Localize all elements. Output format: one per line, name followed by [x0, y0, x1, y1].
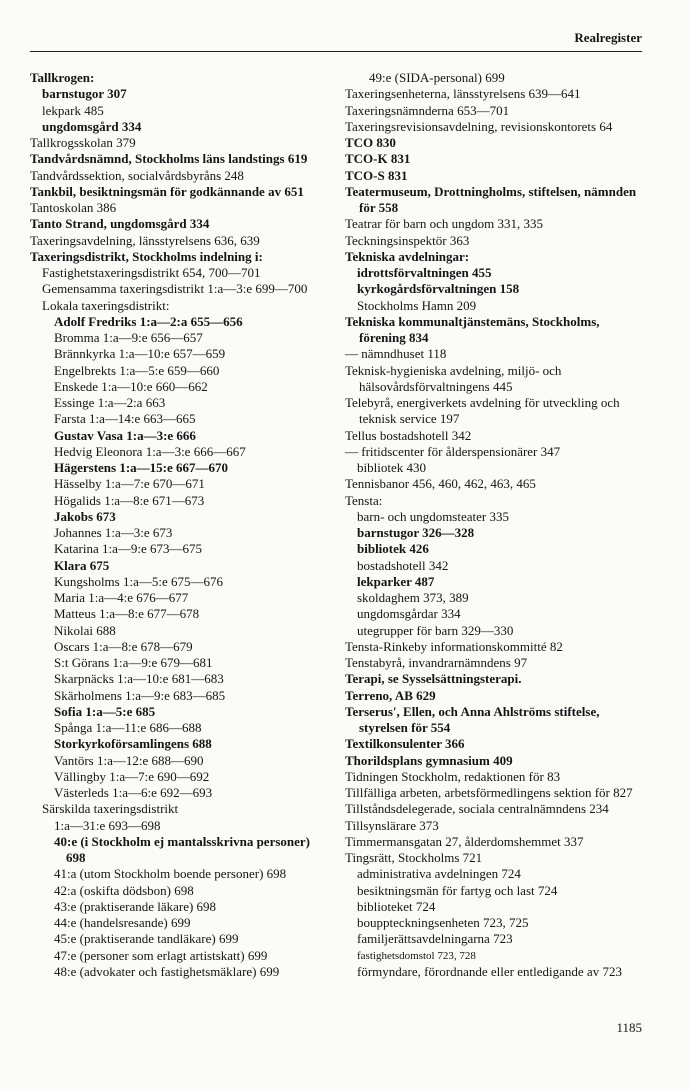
index-entry: besiktningsmän för fartyg och last 724: [357, 882, 558, 898]
index-entry: Enskede 1:a—10:e 660—662: [54, 378, 208, 394]
index-entry: Tekniska avdelningar:: [345, 248, 470, 264]
index-entry: idrottsförvaltningen 455: [357, 265, 492, 280]
index-entry: kyrkogårdsförvaltningen 158: [357, 281, 520, 297]
index-entry: förmyndare, förordnande eller entledigande av 723: [357, 963, 622, 979]
index-entry: Jakobs 673: [54, 508, 116, 524]
index-entry: Kungsholms 1:a—5:e 675—676: [54, 573, 223, 589]
index-entry: 1:a—31:e 693—698: [54, 817, 161, 833]
index-entry: Hässelby 1:a—7:e 670—671: [54, 476, 205, 492]
index-entry: Tallkrogsskolan 379: [30, 135, 136, 150]
index-entry: Nikolai 688: [54, 622, 116, 638]
index-entry: Spånga 1:a—11:e 686—688: [54, 720, 202, 735]
index-entry: Vällingby 1:a—7:e 690—692: [54, 768, 210, 784]
index-entry: Tingsrätt, Stockholms 721: [345, 850, 483, 865]
index-entry: lekpark 485: [42, 102, 104, 118]
index-entry: barnstugor 326—328: [357, 525, 475, 540]
index-entry: Terserus', Ellen, och Anna Ahlströms stiftelse, styrelsen för 554: [345, 703, 600, 735]
index-entry: ungdomsgård 334: [42, 118, 142, 134]
index-entry: administrativa avdelningen 724: [357, 866, 521, 882]
index-entry: Lokala taxeringsdistrikt:: [42, 297, 170, 313]
index-entry: Tidningen Stockholm, redaktionen för 83: [345, 768, 561, 784]
index-entry: Thorildsplans gymnasium 409: [345, 752, 513, 768]
index-entry: Textilkonsulenter 366: [345, 736, 465, 752]
index-column-left: [30, 70, 330, 980]
index-entry: Västerleds 1:a—6:e 692—693: [54, 785, 213, 800]
index-entry: TCO-S 831: [345, 167, 408, 183]
index-entry: Terapi, se Sysselsättningsterapi.: [345, 671, 522, 687]
index-entry: Taxeringsenheterna, länsstyrelsens 639—641: [345, 86, 581, 102]
index-entry: Tandvårdssektion, socialvårdsbyråns 248: [30, 167, 244, 183]
index-entry: Brännkyrka 1:a—10:e 657—659: [54, 346, 226, 362]
index-entry: ungdomsgårdar 334: [357, 606, 461, 622]
index-entry: Fastighetstaxeringsdistrikt 654, 700—701: [42, 265, 261, 280]
index-entry: Taxeringsrevisionsavdelning, revisionskontorets 64: [345, 118, 613, 134]
index-entry: Tandvårdsnämnd, Stockholms läns landstings 619: [30, 151, 308, 167]
index-entry: 49:e (SIDA-personal) 699: [369, 70, 505, 85]
index-entry: lekparker 487: [357, 573, 435, 589]
index-entry: bouppteckningsenheten 723, 725: [357, 915, 529, 930]
index-entry: bibliotek 430: [357, 460, 426, 475]
index-entry: Teckningsinspektör 363: [345, 232, 470, 248]
index-entry: Storkyrkoförsamlingens 688: [54, 736, 212, 752]
index-entry: 41:a (utom Stockholm boende personer) 698: [54, 866, 287, 882]
index-entry: Skarpnäcks 1:a—10:e 681—683: [54, 671, 224, 687]
index-entry: barn- och ungdomsteater 335: [357, 508, 509, 524]
index-entry: bibliotek 426: [357, 541, 429, 557]
index-entry: Taxeringsdistrikt, Stockholms indelning i:: [30, 248, 263, 264]
index-entry: Tensta:: [345, 492, 383, 508]
index-entry: 42:a (oskifta dödsbon) 698: [54, 882, 194, 898]
index-entry: Tenstabyrå, invandrarnämndens 97: [345, 655, 528, 670]
index-entry: 43:e (praktiserande läkare) 698: [54, 898, 217, 914]
index-entry: Tennisbanor 456, 460, 462, 463, 465: [345, 476, 536, 492]
index-entry: Matteus 1:a—8:e 677—678: [54, 606, 200, 622]
index-entry: Tellus bostadshotell 342: [345, 427, 472, 443]
index-entry: Timmermansgatan 27, ålderdomshemmet 337: [345, 833, 584, 849]
index-entry: familjerättsavdelningarna 723: [357, 931, 513, 947]
index-entry: skoldaghem 373, 389: [357, 590, 469, 605]
index-entry: Tankbil, besiktningsmän för godkännande av 651: [30, 183, 304, 199]
index-entry: Hedvig Eleonora 1:a—3:e 666—667: [54, 443, 246, 459]
index-entry: Tillsynslärare 373: [345, 817, 439, 833]
index-entry: Tillfälliga arbeten, arbetsförmedlingens sektion för 827: [345, 785, 633, 800]
index-entry: — fritidscenter för ålderspensionärer 347: [345, 443, 561, 459]
index-entry: Teatermuseum, Drottningholms, stiftelsen, nämnden för 558: [345, 183, 637, 215]
header-title: Realregister: [574, 30, 642, 45]
index-entry: Johannes 1:a—3:e 673: [54, 525, 173, 540]
index-entry: fastighetsdomstol 723, 728: [357, 949, 476, 962]
index-entry: Essinge 1:a—2:a 663: [54, 395, 166, 410]
index-entry: 45:e (praktiserande tandläkare) 699: [54, 931, 239, 947]
index-entry: Skärholmens 1:a—9:e 683—685: [54, 687, 226, 703]
index-entry: Katarina 1:a—9:e 673—675: [54, 541, 203, 557]
index-entry: Teatrar för barn och ungdom 331, 335: [345, 216, 544, 232]
index-entry: Klara 675: [54, 557, 110, 573]
index-entry: Särskilda taxeringsdistrikt: [42, 801, 179, 817]
index-entry: utegrupper för barn 329—330: [357, 622, 514, 638]
index-entry: Gemensamma taxeringsdistrikt 1:a—3:e 699—700: [42, 281, 308, 297]
index-entry: Taxeringsavdelning, länsstyrelsens 636, 639: [30, 232, 260, 248]
index-entry: — nämndhuset 118: [345, 346, 447, 362]
index-entry: TCO 830: [345, 135, 396, 150]
index-entry: TCO-K 831: [345, 151, 411, 167]
index-column-right: [345, 70, 643, 980]
header-rule: [30, 51, 642, 52]
index-entry: Stockholms Hamn 209: [357, 297, 477, 313]
index-entry: Vantörs 1:a—12:e 688—690: [54, 752, 204, 768]
index-entry: Farsta 1:a—14:e 663—665: [54, 411, 196, 427]
index-entry: Tantoskolan 386: [30, 200, 117, 215]
index-entry: 48:e (advokater och fastighetsmäklare) 699: [54, 963, 280, 979]
page-number: 1185: [616, 1020, 642, 1035]
index-entry: Oscars 1:a—8:e 678—679: [54, 638, 193, 654]
index-entry: Bromma 1:a—9:e 656—657: [54, 330, 203, 345]
index-entry: Tillståndsdelegerade, sociala centralnämndens 234: [345, 801, 609, 817]
index-entry: Teknisk-hygieniska avdelning, miljö- och hälsovårdsförvaltningens 445: [345, 362, 562, 394]
index-entry: Högalids 1:a—8:e 671—673: [54, 492, 205, 508]
index-entry: bostadshotell 342: [357, 557, 449, 573]
index-entry: Tekniska kommunaltjänstemäns, Stockholms, förening 834: [345, 313, 600, 345]
index-entry: 44:e (handelsresande) 699: [54, 915, 191, 930]
index-entry: Engelbrekts 1:a—5:e 659—660: [54, 362, 220, 378]
index-entry: barnstugor 307: [42, 86, 127, 102]
index-entry: biblioteket 724: [357, 898, 436, 914]
index-entry: 47:e (personer som erlagt artistskatt) 699: [54, 947, 268, 963]
index-entry: Taxeringsnämnderna 653—701: [345, 102, 510, 118]
index-entry: Tallkrogen:: [30, 70, 95, 85]
index-entry: S:t Görans 1:a—9:e 679—681: [54, 655, 213, 670]
running-header: [30, 28, 642, 50]
index-entry: Hägerstens 1:a—15:e 667—670: [54, 460, 229, 475]
index-entry: Telebyrå, energiverkets avdelning för utveckling och teknisk service 197: [345, 395, 620, 427]
index-entry: Tanto Strand, ungdomsgård 334: [30, 216, 210, 232]
index-entry: Terreno, AB 629: [345, 687, 436, 703]
index-entry: Tensta-Rinkeby informationskommitté 82: [345, 638, 563, 654]
index-entry: 40:e (i Stockholm ej mantalsskrivna personer) 698: [54, 833, 311, 865]
index-entry: Adolf Fredriks 1:a—2:a 655—656: [54, 313, 243, 329]
index-entry: Maria 1:a—4:e 676—677: [54, 590, 189, 605]
index-entry: Sofia 1:a—5:e 685: [54, 703, 156, 719]
index-entry: Gustav Vasa 1:a—3:e 666: [54, 427, 196, 443]
